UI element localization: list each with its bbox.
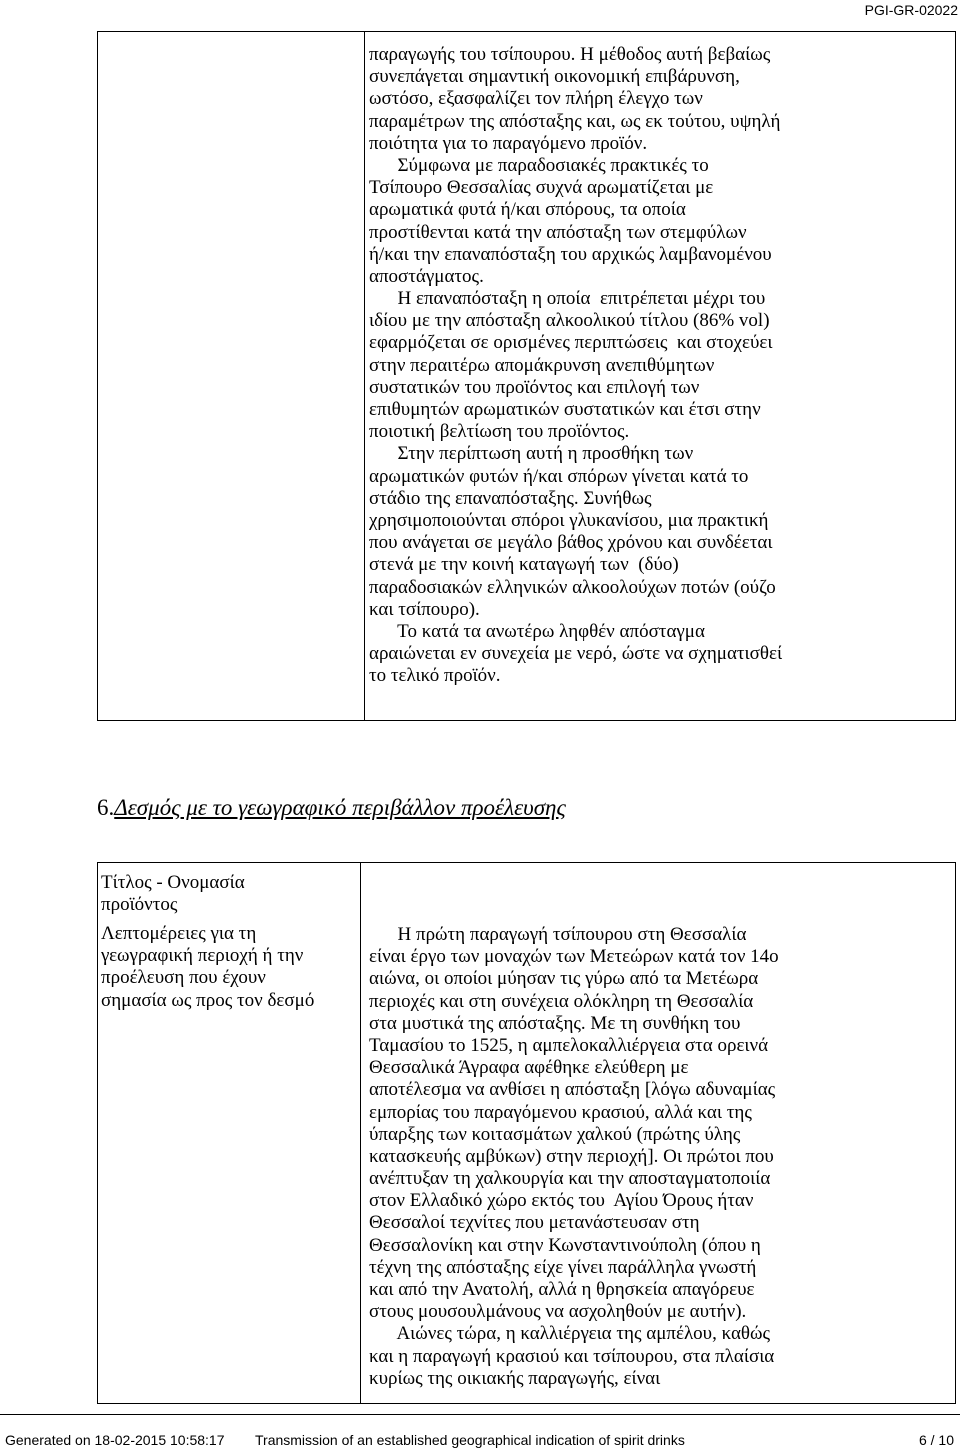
text-line: το τελικό προϊόν. xyxy=(369,665,501,687)
text-line: προστίθενται κατά την απόσταξη των στεμφύλων xyxy=(369,221,747,243)
label-line: Τίτλος - Ονομασία xyxy=(101,872,245,893)
product-title-label xyxy=(101,872,359,916)
text-line: στους μουσουλμάνους να ασχοληθούν με αυτήν). xyxy=(369,1301,747,1323)
text-line: Η πρώτη παραγωγή τσίπουρου στη Θεσσαλία xyxy=(369,924,747,945)
text-line: ή/και την επαναπόσταξη του αρχικώς λαμβανομένου xyxy=(369,243,772,265)
text-line: Αιώνες τώρα, η καλλιέργεια της αμπέλου, καθώς xyxy=(369,1323,771,1345)
text-line: εμπορίας του παραγόμενου κρασιού, αλλά και της xyxy=(369,1101,752,1123)
text-line: εφαρμόζεται σε ορισμένες περιπτώσεις και στοχεύει xyxy=(369,332,773,354)
text-line: παραδοσιακών ελληνικών αλκοολούχων ποτών (ούζο xyxy=(369,576,776,598)
text-line: συστατικών του προϊόντος και επιλογή των xyxy=(369,376,700,398)
text-line: αρωματικά φυτά ή/και σπόρους, τα οποία xyxy=(369,199,686,221)
text-line: ανέπτυξαν τη χαλκουργία και την αποσταγματοποιία xyxy=(369,1168,771,1190)
section-number: 6. xyxy=(97,795,115,820)
document-id: PGI-GR-02022 xyxy=(864,2,958,18)
text-line: Θεσσαλικά Άγραφα αφέθηκε ελεύθερη με xyxy=(369,1057,689,1079)
text-line: επιθυμητών αρωματικών συστατικών και έτσι στην xyxy=(369,399,761,420)
label-line: σημασία ως προς τον δεσμό xyxy=(101,989,315,1011)
text-line: ωστόσο, εξασφαλίζει τον πλήρη έλεγχο των xyxy=(369,88,703,110)
text-line: Θεσσαλοί τεχνίτες που μετανάστευσαν στη xyxy=(369,1212,700,1234)
text-line: στον Ελλαδικό χώρο εκτός του Αγίου Όρους ήταν xyxy=(369,1190,754,1212)
text-line: συνεπάγεται σημαντική οικονομική επιβάρυνση, xyxy=(369,66,740,88)
text-line: ιδίου με την απόσταξη αλκοολικού τίτλου (86% vol) xyxy=(369,310,770,332)
text-line: Τσίπουρο Θεσσαλίας συχνά αρωματίζεται με xyxy=(369,177,714,199)
upper-table-text xyxy=(369,44,849,687)
label-line: γεωγραφική περιοχή ή την xyxy=(101,945,304,967)
text-line: αραιώνεται εν συνεχεία με νερό, ώστε να σχηματισθεί xyxy=(369,643,783,665)
text-line: στην περαιτέρω απομάκρυνση ανεπιθύμητων xyxy=(369,354,715,376)
geographic-details-label xyxy=(101,923,359,1012)
label-line: Λεπτομέρειες για τη xyxy=(101,923,257,944)
text-line: κυρίως της οικιακής παραγωγής, είναι xyxy=(369,1367,661,1389)
text-line: Θεσσαλονίκη και στην Κωνσταντινούπολη (όπου η xyxy=(369,1234,761,1256)
section-heading xyxy=(97,794,566,822)
footer-page-number: 6 / 10 xyxy=(918,1432,954,1448)
text-line: αποστάγματος. xyxy=(369,265,484,287)
text-line: αιώνα, οι οποίοι μύησαν τις γύρω από τα Μετέωρα xyxy=(369,968,759,990)
lower-table-text xyxy=(369,924,849,1390)
text-line: ποιοτική βελτίωση του προϊόντος. xyxy=(369,421,630,443)
text-line: και από την Ανατολή, αλλά η θρησκεία απαγόρευε xyxy=(369,1279,755,1300)
text-line: Το κατά τα ανωτέρω ληφθέν απόσταγμα xyxy=(369,620,705,642)
text-line: Ταμασίου το 1525, η αμπελοκαλλιέργεια στα ορεινά xyxy=(369,1034,769,1056)
text-line: Στην περίπτωση αυτή η προσθήκη των xyxy=(369,443,694,465)
section-title: Δεσμός με το γεωγραφικό περιβάλλον προέλευσης xyxy=(114,795,566,820)
text-line: που ανάγεται σε μεγάλο βάθος χρόνου και συνδέεται xyxy=(369,532,773,554)
text-line: ποιότητα για το παραγόμενο προϊόν. xyxy=(369,132,648,154)
text-line: ύπαρξης των κοιτασμάτων χαλκού (πρώτης ύλης xyxy=(369,1123,741,1145)
text-line: και τσίπουρο). xyxy=(369,598,480,620)
text-line: κατασκευής αμβύκων) στην περιοχή]. Οι πρώτοι που xyxy=(369,1145,774,1167)
text-line: Η επαναπόσταξη η οποία επιτρέπεται μέχρι του xyxy=(369,288,766,310)
text-line: στα μυστικά της απόσταξης. Με τη συνθήκη του xyxy=(369,1012,741,1034)
text-line: χρησιμοποιούνται σπόροι γλυκανίσου, μια πρακτική xyxy=(369,509,769,531)
text-line: είναι έργο των μοναχών των Μετεώρων κατά τον 14ο xyxy=(369,946,779,968)
footer-divider xyxy=(0,1414,960,1415)
upper-table-left-cell xyxy=(97,31,365,721)
text-line: αρωματικών φυτών ή/και σπόρων γίνεται κατά το xyxy=(369,465,749,487)
text-line: αποτέλεσμα να ανθίσει η απόσταξη [λόγω αδυναμίας xyxy=(369,1079,776,1101)
text-line: Σύμφωνα με παραδοσιακές πρακτικές το xyxy=(369,154,709,176)
label-line: προϊόντος xyxy=(101,894,178,916)
text-line: παραγωγής του τσίπουρου. Η μέθοδος αυτή βεβαίως xyxy=(369,44,771,65)
footer-generated: Generated on 18-02-2015 10:58:17 xyxy=(5,1432,225,1448)
footer-title: Transmission of an established geographical indication of spirit drinks xyxy=(255,1432,685,1448)
text-line: τέχνη της απόσταξης είχε γίνει παράλληλα γνωστή xyxy=(369,1256,757,1278)
text-line: στενά με την κοινή καταγωγή των (δύο) xyxy=(369,554,679,576)
text-line: περιοχές και στη συνέχεια ολόκληρη τη Θεσσαλία xyxy=(369,990,754,1012)
text-line: στάδιο της επαναπόσταξης. Συνήθως xyxy=(369,487,652,509)
label-line: προέλευση που έχουν xyxy=(101,967,266,989)
text-line: παραμέτρων της απόσταξης και, ως εκ τούτου, υψηλή xyxy=(369,110,781,132)
text-line: και η παραγωγή κρασιού και τσίπουρου, στα πλαίσια xyxy=(369,1345,775,1367)
